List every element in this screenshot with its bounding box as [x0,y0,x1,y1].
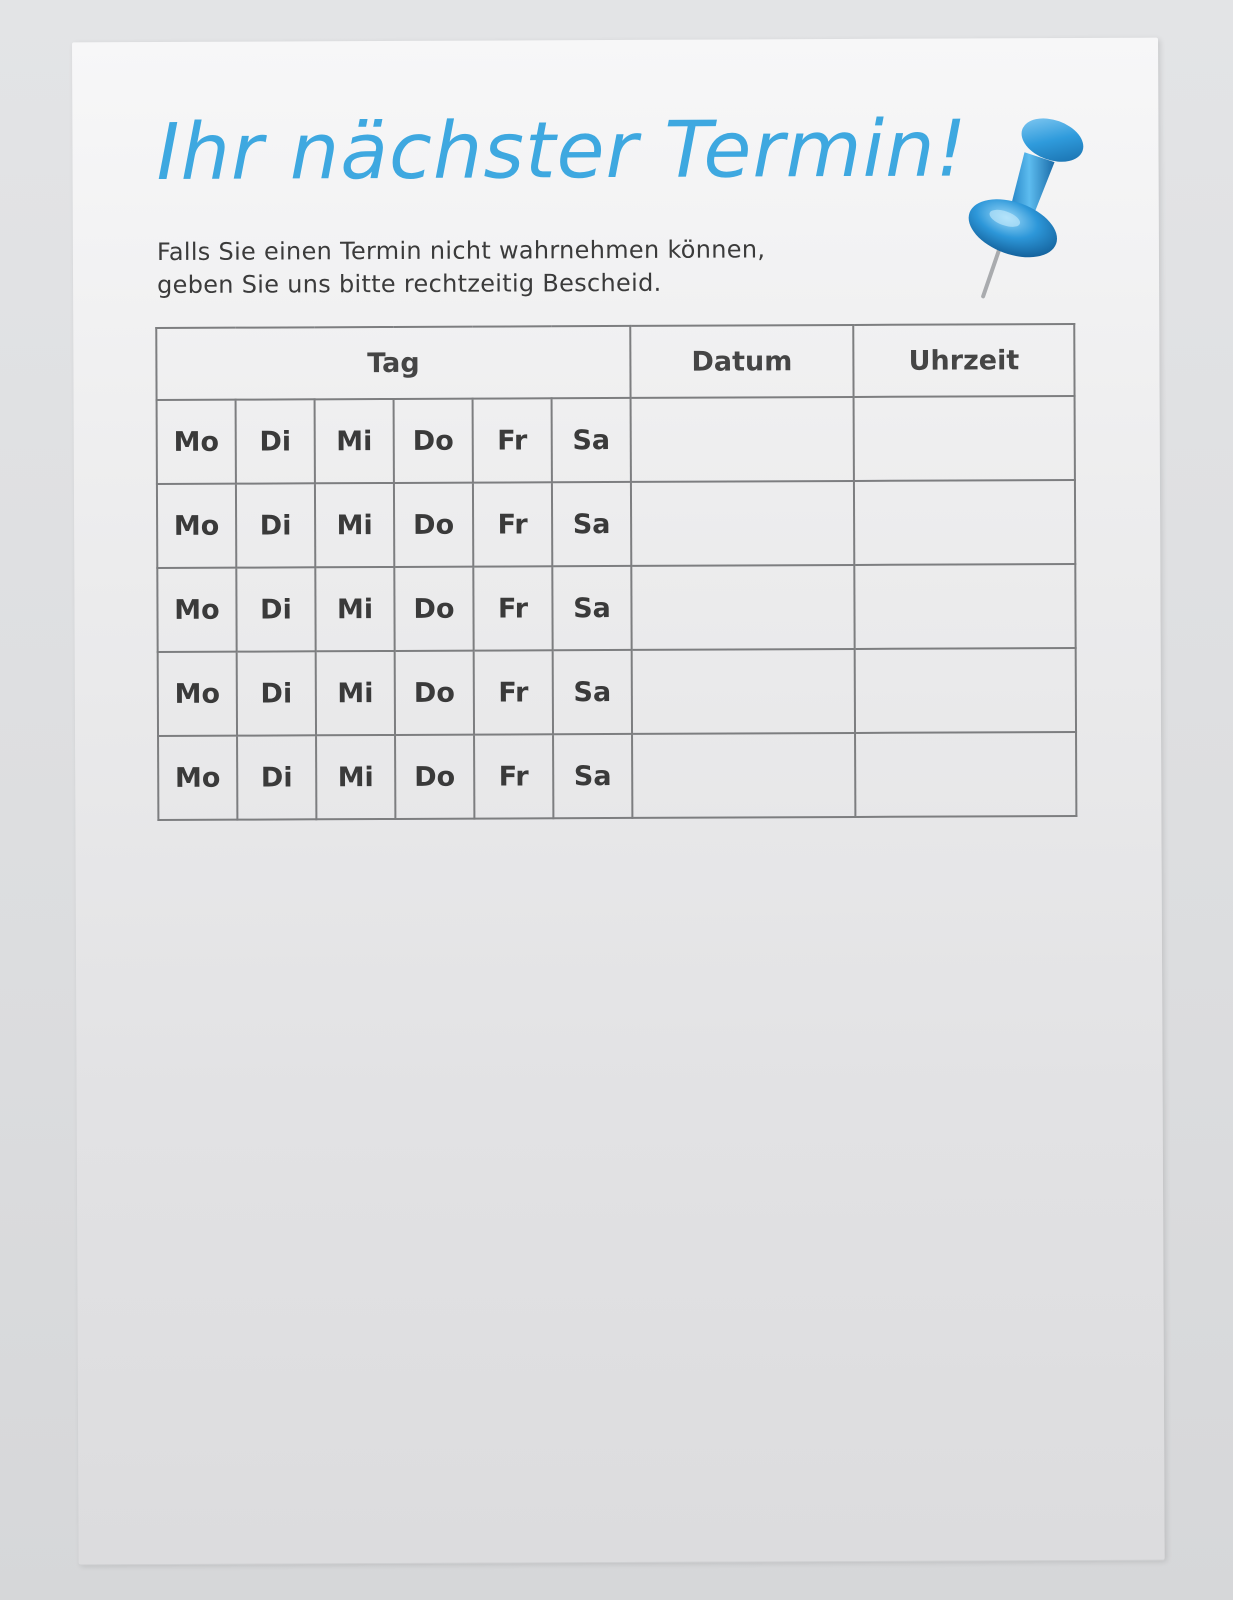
day-cell-di[interactable]: Di [236,483,315,567]
day-cell-fr[interactable]: Fr [473,566,552,650]
datum-cell[interactable] [631,397,854,482]
day-cell-mo[interactable]: Mo [157,400,236,484]
day-cell-mi[interactable]: Mi [316,651,395,735]
datum-cell[interactable] [632,733,855,818]
uhrzeit-cell[interactable] [854,480,1075,565]
day-cell-sa[interactable]: Sa [553,734,632,818]
day-cell-do[interactable]: Do [394,567,473,651]
instruction-line-1: Falls Sie einen Termin nicht wahrnehmen können, [156,235,766,267]
day-cell-mo[interactable]: Mo [157,484,236,568]
day-cell-mi[interactable]: Mi [315,567,394,651]
day-cell-di[interactable]: Di [237,735,316,819]
appointment-notepad [72,38,1165,1565]
table-row [158,648,1076,736]
appointment-table [155,323,1077,821]
pushpin-icon [952,110,1093,301]
uhrzeit-cell[interactable] [854,564,1075,649]
day-cell-di[interactable]: Di [236,399,315,483]
day-cell-do[interactable]: Do [394,399,473,483]
instruction-text [157,233,917,302]
datum-cell[interactable] [632,649,855,734]
table-row [157,564,1075,652]
header-tag: Tag [156,326,630,400]
day-cell-mi[interactable]: Mi [315,483,394,567]
day-cell-mo[interactable]: Mo [157,568,236,652]
day-cell-mo[interactable]: Mo [158,736,237,820]
day-cell-sa[interactable]: Sa [553,650,632,734]
day-cell-sa[interactable]: Sa [552,566,631,650]
uhrzeit-cell[interactable] [855,732,1076,817]
day-cell-di[interactable]: Di [236,567,315,651]
table-header-row [156,324,1074,400]
day-cell-di[interactable]: Di [237,651,316,735]
day-cell-sa[interactable]: Sa [552,482,631,566]
day-cell-fr[interactable]: Fr [473,398,552,482]
day-cell-fr[interactable]: Fr [474,650,553,734]
uhrzeit-cell[interactable] [855,648,1076,733]
header-datum: Datum [630,325,853,398]
day-cell-mi[interactable]: Mi [315,399,394,483]
datum-cell[interactable] [631,565,854,650]
day-cell-do[interactable]: Do [395,651,474,735]
header-uhrzeit: Uhrzeit [853,324,1074,397]
table-row [157,396,1075,484]
day-cell-sa[interactable]: Sa [552,398,631,482]
day-cell-fr[interactable]: Fr [473,482,552,566]
datum-cell[interactable] [631,481,854,566]
day-cell-mi[interactable]: Mi [316,735,395,819]
table-row [157,480,1075,568]
day-cell-do[interactable]: Do [394,483,473,567]
day-cell-fr[interactable]: Fr [474,734,553,818]
page-title: Ihr nächster Termin! [156,104,969,199]
table-row [158,732,1076,820]
day-cell-mo[interactable]: Mo [158,652,237,736]
day-cell-do[interactable]: Do [395,735,474,819]
uhrzeit-cell[interactable] [854,396,1075,481]
instruction-line-2: geben Sie uns bitte rechtzeitig Bescheid. [157,268,662,300]
